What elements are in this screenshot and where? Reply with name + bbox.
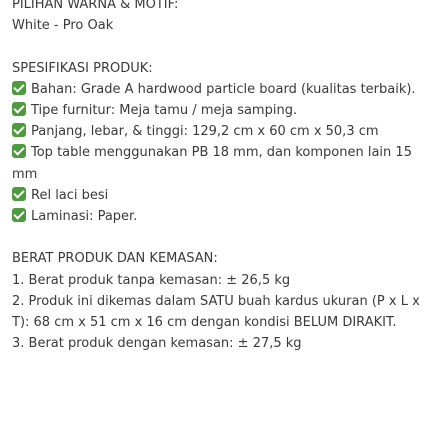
- check-box-icon: [12, 123, 26, 137]
- check-box-icon: [12, 144, 26, 158]
- check-box-icon: [12, 208, 26, 222]
- spec-item-text: Bahan: Grade A hardwood particle board (kualitas terbaik).: [31, 81, 416, 97]
- spec-item: [12, 100, 422, 121]
- weight-item: 3. Berat produk dengan kemasan: ± 27,5 kg: [12, 336, 302, 352]
- weight-item: 2. Produk ini dikemas dalam SATU buah kardus ukuran (P x L x T): 68 cm x 51 cm x 16 cm dengan kondisi BELUM DIRAKIT.: [12, 293, 420, 331]
- spec-item-text: Tipe furnitur: Meja tamu / meja samping.: [31, 103, 298, 118]
- color-section-heading: PILIHAN WARNA & MOTIF:: [12, 0, 179, 12]
- spec-item: [12, 79, 422, 100]
- check-box-icon: [12, 187, 26, 201]
- check-box-icon: [12, 102, 26, 116]
- spec-item: [12, 142, 422, 184]
- spec-section-heading: SPESIFIKASI PRODUK:: [12, 60, 153, 76]
- check-box-icon: [12, 81, 26, 95]
- weight-list: [12, 270, 422, 355]
- spacer: [12, 36, 422, 57]
- spec-list: [12, 79, 422, 227]
- weight-item: 1. Berat produk tanpa kemasan: ± 26,5 kg: [12, 272, 291, 288]
- spec-item-text: Rel laci besi: [31, 187, 109, 203]
- color-section-value: White - Pro Oak: [12, 18, 114, 34]
- spacer: [12, 227, 422, 248]
- spec-item: [12, 185, 422, 206]
- spec-item-text: Top table menggunakan PB 18 mm, dan komponen lain 15 mm: [12, 145, 412, 182]
- spec-item-text: Panjang, lebar, & tinggi: 129,2 cm x 60 cm x 50,3 cm: [31, 124, 379, 140]
- product-description: [12, 0, 422, 354]
- weight-section-heading: BERAT PRODUK DAN KEMASAN:: [12, 251, 218, 267]
- spec-item: [12, 121, 422, 142]
- spec-item: [12, 206, 422, 227]
- spec-item-text: Laminasi: Paper.: [31, 209, 138, 225]
